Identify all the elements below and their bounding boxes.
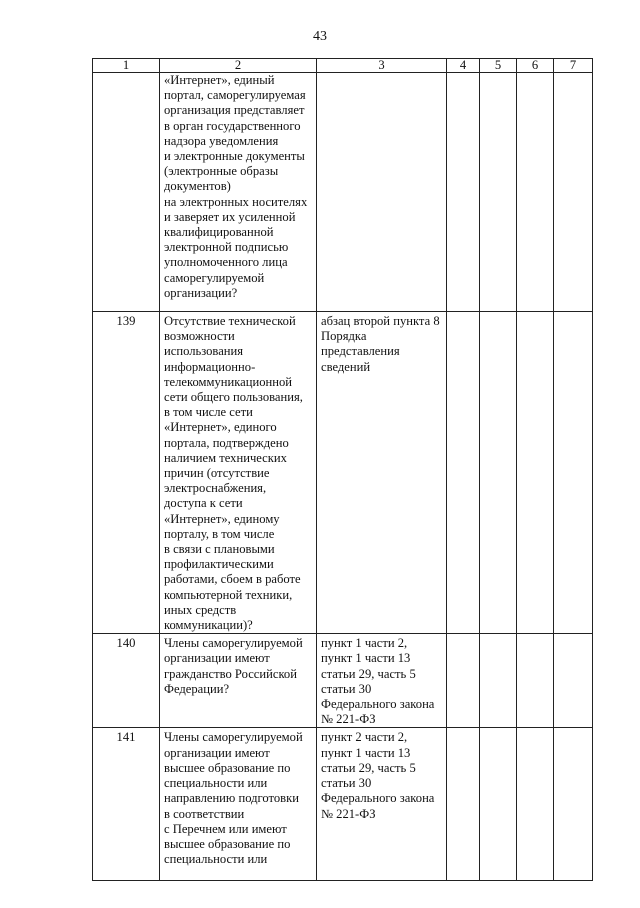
text-line: электронной подписью [164,240,289,255]
text-line: доступа к сети [164,496,243,511]
text-line: электроснабжения, [164,481,267,496]
question-cell [160,634,317,728]
text-line: с Перечнем или имеют [164,821,287,836]
answer-cell [480,73,517,312]
table-row [93,312,593,634]
text-line: организация представляет [164,103,305,118]
text-line: статьи 30 [321,681,372,696]
text-line: телекоммуникационной [164,374,293,389]
column-number-row [93,59,593,73]
row-number-cell [93,73,160,312]
text-line: направлению подготовки [164,791,299,806]
text-line: организации имеют [164,651,270,666]
checklist-table [92,58,593,881]
text-line: в орган государственного [164,118,301,133]
column-header: 3 [317,59,447,73]
text-line: наличием технических [164,450,287,465]
question-cell [160,312,317,634]
question-cell [160,728,317,881]
text-line: Федерального закона [321,697,435,712]
text-line: пункт 2 части 2, [321,730,408,745]
text-line: статьи 30 [321,776,372,791]
table-row [93,728,593,881]
row-number-cell: 139 [93,312,160,634]
text-line: Федерального закона [321,791,435,806]
text-line: организации имеют [164,745,270,760]
answer-cell [554,634,593,728]
text-line: причин (отсутствие [164,466,270,481]
text-line: «Интернет», единому [164,511,280,526]
text-line: высшее образование по [164,836,291,851]
text-line: коммуникации)? [164,618,253,633]
text-line: портал, саморегулируемая [164,88,306,103]
question-cell [160,73,317,312]
text-line: и электронные документы [164,149,305,164]
text-line: Порядка [321,329,367,344]
text-line: пункт 1 части 13 [321,651,411,666]
column-header: 5 [480,59,517,73]
text-line: пункт 1 части 2, [321,636,408,651]
text-line: саморегулируемой [164,270,265,285]
text-line: пункт 1 части 13 [321,745,411,760]
text-line: в том числе сети [164,405,253,420]
column-header: 4 [447,59,480,73]
text-line: профилактическими [164,557,274,572]
text-line: надзора уведомления [164,133,279,148]
answer-cell [517,312,554,634]
text-line: сети общего пользования, [164,390,303,405]
answer-cell [480,728,517,881]
text-line: квалифицированной [164,225,274,240]
text-line: компьютерной техники, [164,587,293,602]
answer-cell [447,634,480,728]
column-header: 1 [93,59,160,73]
text-line: информационно- [164,359,256,374]
text-line: сведений [321,359,371,374]
text-line: специальности или [164,776,268,791]
table-row [93,73,593,312]
text-line: высшее образование по [164,760,291,775]
answer-cell [517,73,554,312]
column-header: 2 [160,59,317,73]
requirement-cell [317,73,447,312]
answer-cell [517,728,554,881]
answer-cell [447,312,480,634]
text-line: статьи 29, часть 5 [321,760,416,775]
column-header: 6 [517,59,554,73]
requirement-cell [317,312,447,634]
text-line: статьи 29, часть 5 [321,666,416,681]
column-header: 7 [554,59,593,73]
answer-cell [480,634,517,728]
page-number: 43 [313,29,327,44]
text-line: порталу, в том числе [164,526,275,541]
text-line: представления [321,344,400,359]
answer-cell [447,73,480,312]
text-line: документов) [164,179,231,194]
text-line: № 221-ФЗ [321,806,376,821]
answer-cell [554,312,593,634]
text-line: «Интернет», единый [164,73,275,87]
text-line: портала, подтверждено [164,435,289,450]
text-line: № 221-ФЗ [321,712,376,727]
answer-cell [447,728,480,881]
answer-cell [554,73,593,312]
table-row [93,634,593,728]
text-line: в соответствии [164,806,245,821]
row-number-cell: 140 [93,634,160,728]
text-line: Члены саморегулируемой [164,730,303,745]
text-line: иных средств [164,602,237,617]
answer-cell [480,312,517,634]
text-line: использования [164,344,244,359]
text-line: на электронных носителях [164,194,308,209]
row-number-cell: 141 [93,728,160,881]
text-line: в связи с плановыми [164,542,275,557]
text-line: уполномоченного лица [164,255,288,270]
requirement-cell [317,728,447,881]
text-line: (электронные образы [164,164,279,179]
text-line: возможности [164,329,235,344]
text-line: «Интернет», единого [164,420,277,435]
text-line: Федерации? [164,681,230,696]
text-line: Члены саморегулируемой [164,636,303,651]
answer-cell [517,634,554,728]
text-line: и заверяет их усиленной [164,209,296,224]
text-line: работами, сбоем в работе [164,572,301,587]
text-line: гражданство Российской [164,666,297,681]
text-line: Отсутствие технической [164,314,296,328]
requirement-cell [317,634,447,728]
text-line: специальности или [164,852,268,867]
answer-cell [554,728,593,881]
text-line: абзац второй пункта 8 [321,314,440,328]
text-line: организации? [164,285,238,300]
